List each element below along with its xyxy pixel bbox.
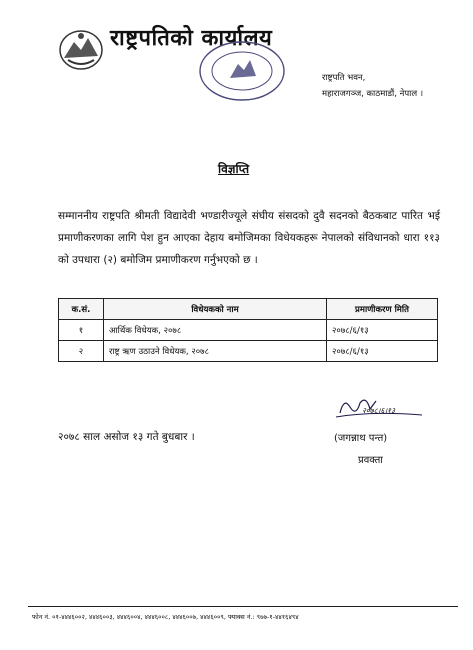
header-serial: क.सं.	[59, 299, 104, 320]
row-date: २०७८/६/१३	[327, 320, 438, 341]
row-bill-name: आर्थिक विधेयक, २०७८	[104, 320, 327, 341]
office-title: राष्ट्रपतिको कार्यालय	[110, 26, 273, 51]
notice-body: सम्माननीय राष्ट्रपति श्रीमती विद्यादेवी भण्डारीज्यूले संघीय संसदको दुवै सदनको बैठकबाट पारित भई प्रमाणीकरणका लागि पेश हुन आएका देहाय बमोजिमका विधेयकहरू नेपालको संविधानको धारा ११३ को उपधारा (२) बमोजिम प्रमाणीकरण गर्नुभएको छ ।	[58, 210, 440, 266]
signer-name: (जगन्नाथ पन्त)	[334, 433, 388, 444]
footer-contact: फोन नं. ०१-४४४६००२, ४४४६००३, ४४४६००४, ४४४६००८, ४४४६००७, ४४४६००९, फ्याक्स नं.: ९७७-१-४४१६४९४	[32, 613, 299, 621]
table-header-row	[59, 299, 438, 320]
issue-date: २०७८ साल असोज १३ गते बुधबार ।	[58, 431, 195, 443]
address-line-1: राष्ट्रपति भवन,	[322, 73, 366, 83]
row-serial: १	[59, 320, 104, 341]
row-bill-name: राष्ट्र ऋण उठाउने विधेयक, २०७८	[104, 341, 327, 362]
notice-heading: विज्ञप्ति	[218, 162, 250, 176]
header-certification-date: प्रमाणीकरण मिति	[327, 299, 438, 320]
table-row	[59, 320, 438, 341]
row-serial: २	[59, 341, 104, 362]
footer-divider	[28, 606, 458, 607]
address-line-2: महाराजगञ्ज, काठमाडौं, नेपाल ।	[322, 89, 424, 99]
row-date: २०७८/६/१३	[327, 341, 438, 362]
signer-role: प्रवक्ता	[358, 455, 383, 466]
header-bill-name: विधेयकको नाम	[104, 299, 327, 320]
bills-table	[58, 298, 438, 362]
official-stamp-icon	[196, 38, 288, 104]
signature-date: २०७८।६।१३	[362, 406, 395, 415]
table-row	[59, 341, 438, 362]
national-emblem-icon	[58, 28, 104, 72]
